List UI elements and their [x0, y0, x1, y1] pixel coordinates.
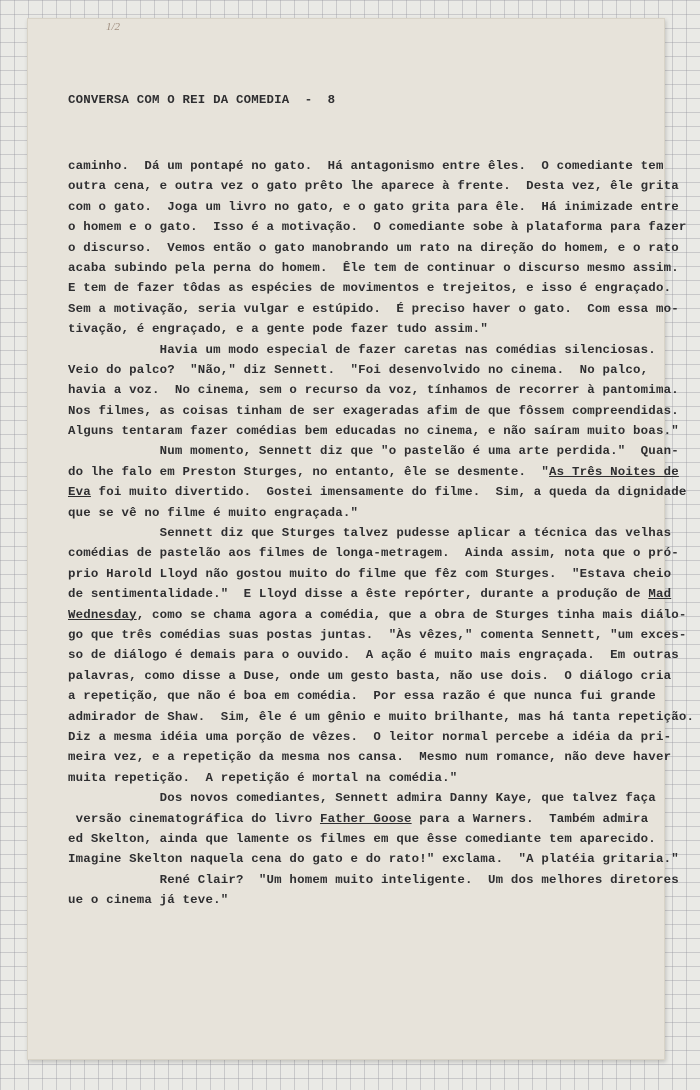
text-line [68, 278, 688, 298]
text-run: o homem e o gato. Isso é a motivação. O comediante sobe à plataforma para fazer [68, 220, 687, 235]
text-line [68, 890, 688, 910]
text-line [68, 523, 688, 543]
paragraph [68, 441, 688, 523]
text-run: Num momento, Sennett diz que "o pastelão é uma arte perdida." Quan- [68, 444, 679, 459]
text-run: Veio do palco? "Não," diz Sennett. "Foi desenvolvido no cinema. No palco, [68, 362, 649, 377]
text-line [68, 584, 688, 604]
text-line [68, 503, 688, 523]
text-line [68, 625, 688, 645]
text-line [68, 441, 688, 461]
text-run: Havia um modo especial de fazer caretas nas comédias silenciosas. [68, 342, 656, 357]
text-run: havia a voz. No cinema, sem o recurso da voz, tínhamos de recorrer à pantomima. [68, 383, 679, 398]
underlined-title: Wednesday [68, 607, 137, 622]
text-run: do lhe falo em Preston Sturges, no entanto, êle se desmente. " [68, 464, 550, 479]
text-line [68, 870, 688, 890]
text-run: Dos novos comediantes, Sennett admira Danny Kaye, que talvez faça [68, 791, 656, 806]
text-line [68, 707, 695, 727]
paragraph [68, 523, 695, 788]
text-run: Diz a mesma idéia uma porção de vêzes. O leitor normal percebe a idéia da pri- [68, 729, 672, 744]
text-line [68, 809, 688, 829]
text-line [68, 197, 688, 217]
text-run: o discurso. Vemos então o gato manobrando um rato na direção do homem, e o rato [68, 240, 679, 255]
text-run: ed Skelton, ainda que lamente os filmes em que êsse comediante tem aparecido. [68, 831, 656, 846]
text-line [68, 360, 688, 380]
paragraph [68, 788, 688, 910]
text-line [68, 238, 688, 258]
text-line [68, 605, 688, 625]
text-run: Nos filmes, as coisas tinham de ser exageradas afim de que fôssem compreendidas. [68, 403, 679, 418]
text-line [68, 482, 688, 502]
text-line [68, 462, 688, 482]
text-line [68, 319, 688, 339]
text-line [68, 401, 688, 421]
text-run: foi muito divertido. Gostei imensamente do filme. Sim, a queda da dignidade [90, 485, 687, 500]
text-line [68, 829, 688, 849]
text-run: Sem a motivação, seria vulgar e estúpido. É preciso haver o gato. Com essa mo- [68, 301, 679, 316]
text-line [68, 727, 688, 747]
text-run: acaba subindo pela perna do homem. Êle tem de continuar o discurso mesmo assim. [68, 260, 679, 275]
text-run: a repetição, que não é boa em comédia. Por essa razão é que nunca fui grande [68, 689, 656, 704]
paragraph [68, 340, 688, 442]
text-run: tivação, é engraçado, e a gente pode fazer tudo assim." [68, 322, 488, 337]
text-line [68, 217, 688, 237]
text-run: que se vê no filme é muito engraçada." [68, 505, 359, 520]
text-run: Alguns tentaram fazer comédias bem educadas no cinema, e não saíram muito boas." [68, 424, 679, 439]
text-run: comédias de pastelão aos filmes de longa-metragem. Ainda assim, nota que o pró- [68, 546, 679, 561]
text-run: com o gato. Joga um livro no gato, e o gato grita para êle. Há inimizade entre [68, 199, 679, 214]
text-run: meira vez, e a repetição da mesma nos cansa. Mesmo num romance, não deve haver [68, 750, 672, 765]
text-line [68, 849, 688, 869]
text-line [68, 686, 688, 706]
text-run: para a Warners. Também admira [411, 811, 649, 826]
text-run: versão cinematográfica do livro [68, 811, 320, 826]
text-line [68, 340, 688, 360]
text-run: admirador de Shaw. Sim, êle é um gênio e muito brilhante, mas há tanta repetição. [68, 709, 695, 724]
typewritten-page [27, 18, 695, 1060]
underlined-title: Eva [68, 485, 91, 500]
text-line [68, 299, 688, 319]
page-text [68, 49, 695, 910]
text-line [68, 788, 688, 808]
text-run: E tem de fazer tôdas as espécies de movimentos e trejeitos, e isso é engraçado. [68, 281, 672, 296]
text-run: , como se chama agora a comédia, que a obra de Sturges tinha mais diálo- [136, 607, 687, 622]
handwritten-corner-mark: 1/2 [106, 21, 121, 33]
text-line [68, 421, 688, 441]
text-run: muita repetição. A repetição é mortal na comédia." [68, 770, 458, 785]
text-line [68, 645, 688, 665]
text-run: prio Harold Lloyd não gostou muito do filme que fêz com Sturges. "Estava cheio [68, 566, 672, 581]
text-line [68, 768, 688, 788]
text-line [68, 176, 688, 196]
text-line [68, 156, 688, 176]
text-run: ue o cinema já teve." [68, 893, 229, 908]
underlined-title: As Três Noites de [549, 464, 679, 479]
text-line [68, 543, 688, 563]
underlined-title: Mad [648, 587, 672, 602]
text-line [68, 564, 688, 584]
text-run: Sennett diz que Sturges talvez pudesse aplicar a técnica das velhas [68, 526, 672, 541]
text-run: René Clair? "Um homem muito inteligente. Um dos melhores diretores [68, 872, 679, 887]
text-run: Imagine Skelton naquela cena do gato e do rato!" exclama. "A platéia gritaria." [68, 852, 679, 867]
text-line [68, 747, 688, 767]
text-run: outra cena, e outra vez o gato prêto lhe aparece à frente. Desta vez, êle grita [68, 179, 679, 194]
text-line [68, 258, 688, 278]
page-header: CONVERSA COM O REI DA COMEDIA - 8 [68, 92, 336, 107]
text-run: palavras, como disse a Duse, onde um gesto basta, não use dois. O diálogo cria [68, 668, 672, 683]
text-run: so de diálogo é demais para o ouvido. A ação é muito mais engraçada. Em outras [68, 648, 679, 663]
text-run: go que três comédias suas postas juntas. "Às vêzes," comenta Sennett, "um exces- [68, 628, 687, 642]
text-run: caminho. Dá um pontapé no gato. Há antagonismo entre êles. O comediante tem [68, 159, 664, 174]
underlined-title: Father Goose [319, 811, 412, 826]
text-line [68, 666, 688, 686]
text-line [68, 380, 688, 400]
text-run: de sentimentalidade." E Lloyd disse a êste repórter, durante a produção de [68, 587, 649, 602]
paragraph [68, 156, 688, 340]
